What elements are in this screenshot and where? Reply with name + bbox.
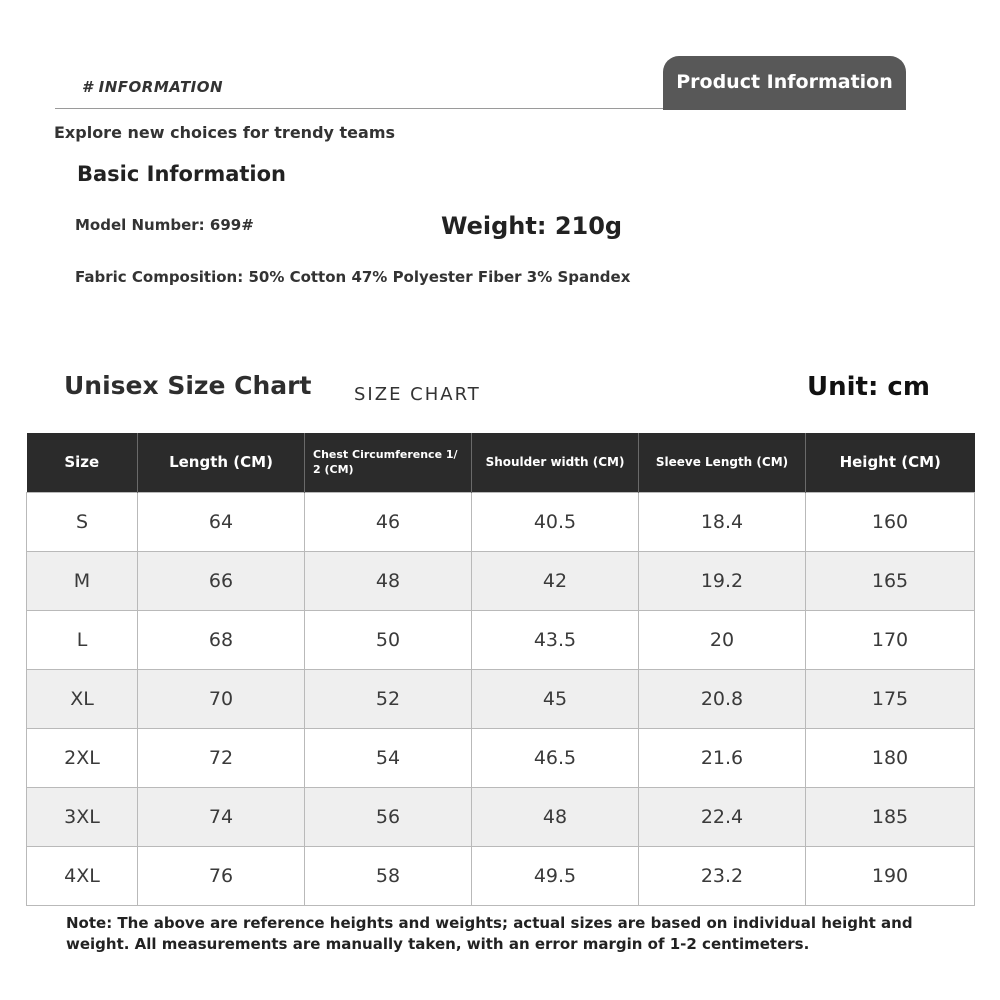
cell-length: 72 bbox=[138, 728, 305, 787]
cell-shoulder: 45 bbox=[472, 669, 639, 728]
table-header-row bbox=[27, 433, 975, 492]
cell-chest: 46 bbox=[305, 492, 472, 551]
header-length: Length (CM) bbox=[138, 433, 305, 492]
cell-size: 3XL bbox=[27, 787, 138, 846]
cell-chest: 58 bbox=[305, 846, 472, 905]
header-height: Height (CM) bbox=[806, 433, 975, 492]
cell-height: 175 bbox=[806, 669, 975, 728]
cell-size: S bbox=[27, 492, 138, 551]
basic-information-title: Basic Information bbox=[77, 162, 286, 186]
cell-size: M bbox=[27, 551, 138, 610]
size-table bbox=[26, 433, 975, 906]
cell-height: 165 bbox=[806, 551, 975, 610]
section-tag: # INFORMATION bbox=[82, 78, 224, 96]
unit-label: Unit: cm bbox=[807, 372, 930, 402]
table-row bbox=[27, 669, 975, 728]
cell-length: 66 bbox=[138, 551, 305, 610]
cell-height: 170 bbox=[806, 610, 975, 669]
table-row bbox=[27, 610, 975, 669]
cell-sleeve: 22.4 bbox=[639, 787, 806, 846]
header-sleeve: Sleeve Length (CM) bbox=[639, 433, 806, 492]
header-shoulder: Shoulder width (CM) bbox=[472, 433, 639, 492]
cell-shoulder: 43.5 bbox=[472, 610, 639, 669]
header-chest: Chest Circumference 1/ 2 (CM) bbox=[305, 433, 472, 492]
cell-shoulder: 48 bbox=[472, 787, 639, 846]
cell-length: 68 bbox=[138, 610, 305, 669]
cell-height: 180 bbox=[806, 728, 975, 787]
header-size: Size bbox=[27, 433, 138, 492]
cell-shoulder: 46.5 bbox=[472, 728, 639, 787]
table-row bbox=[27, 787, 975, 846]
cell-chest: 52 bbox=[305, 669, 472, 728]
cell-chest: 54 bbox=[305, 728, 472, 787]
tab-label: Product Information bbox=[676, 71, 893, 93]
cell-shoulder: 49.5 bbox=[472, 846, 639, 905]
cell-height: 190 bbox=[806, 846, 975, 905]
cell-sleeve: 19.2 bbox=[639, 551, 806, 610]
cell-size: 4XL bbox=[27, 846, 138, 905]
note-text: Note: The above are reference heights and weights; actual sizes are based on individual height and weight. All measurements are manually taken, with an error margin of 1-2 centimeters. bbox=[66, 914, 913, 953]
cell-length: 76 bbox=[138, 846, 305, 905]
cell-length: 64 bbox=[138, 492, 305, 551]
cell-height: 160 bbox=[806, 492, 975, 551]
cell-chest: 50 bbox=[305, 610, 472, 669]
cell-shoulder: 40.5 bbox=[472, 492, 639, 551]
cell-chest: 56 bbox=[305, 787, 472, 846]
cell-size: 2XL bbox=[27, 728, 138, 787]
table-row bbox=[27, 846, 975, 905]
table-row bbox=[27, 492, 975, 551]
cell-shoulder: 42 bbox=[472, 551, 639, 610]
tagline: Explore new choices for trendy teams bbox=[54, 123, 396, 142]
cell-sleeve: 21.6 bbox=[639, 728, 806, 787]
model-number: Model Number: 699# bbox=[75, 216, 254, 234]
cell-chest: 48 bbox=[305, 551, 472, 610]
cell-sleeve: 20.8 bbox=[639, 669, 806, 728]
cell-size: L bbox=[27, 610, 138, 669]
cell-length: 74 bbox=[138, 787, 305, 846]
cell-size: XL bbox=[27, 669, 138, 728]
product-information-tab bbox=[663, 56, 906, 110]
cell-sleeve: 18.4 bbox=[639, 492, 806, 551]
size-chart-title: Unisex Size Chart bbox=[64, 371, 312, 400]
header-divider bbox=[55, 108, 703, 109]
cell-sleeve: 20 bbox=[639, 610, 806, 669]
cell-length: 70 bbox=[138, 669, 305, 728]
fabric-composition: Fabric Composition: 50% Cotton 47% Polyester Fiber 3% Spandex bbox=[75, 268, 631, 286]
cell-sleeve: 23.2 bbox=[639, 846, 806, 905]
table-row bbox=[27, 728, 975, 787]
weight: Weight: 210g bbox=[441, 212, 623, 240]
cell-height: 185 bbox=[806, 787, 975, 846]
size-chart-subtitle: SIZE CHART bbox=[354, 384, 481, 405]
table-row bbox=[27, 551, 975, 610]
